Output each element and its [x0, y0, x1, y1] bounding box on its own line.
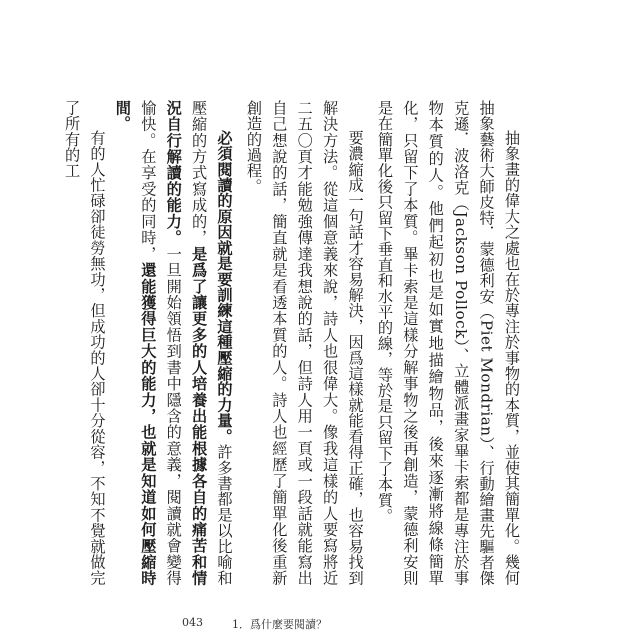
paragraph-1 [372, 100, 524, 586]
paragraph-1-segment-2: Piet Mondrian [477, 319, 496, 437]
paragraph-3-segment-2: 許多書都是以比喻和壓縮的方式寫成的， [190, 100, 234, 586]
paragraph-2 [241, 100, 368, 586]
paragraph-3-segment-5: 還能獲得巨大的能力，也就是知道如何壓縮時間。 [113, 100, 158, 587]
paragraph-1-segment-1: 抽象畫的偉大之處也在於專注於事物的本質，並使其簡單化。幾何抽象藝術大師皮特．蒙德利安（ [477, 100, 521, 586]
running-head: 1．爲什麼要閱讀？ [232, 618, 327, 631]
paragraph-1-segment-3: ）、行動繪畫先驅者傑克遜．波洛克（ [452, 100, 496, 586]
paragraph-4 [59, 100, 110, 586]
vertical-text-block [59, 100, 528, 586]
paragraph-3-segment-3: 是爲了讓更多的人培養出能根據各自的痛苦和情況自行解讀的能力。 [164, 100, 209, 586]
paragraph-2-segment-1: 要濃縮成一句話才容易解決，因爲這樣就能看得正確，也容易找到解決方法。從這個意義來說，詩人也很偉大。像我這樣的人要寫將近二五〇頁才能勉強傳達我想說的話，但詩人用一頁或一段話就能寫出自己想說的話，簡直就是看透本質的人。詩人也經歷了簡單化後重新創造的過程。 [244, 100, 365, 586]
paragraph-3-segment-4: 一旦開始領悟到書中隱含的意義，閱讀就會變得愉快。在享受的同時， [139, 100, 183, 586]
paragraph-4-segment-1: 有的人忙碌卻徒勞無功，但成功的人卻十分從容，不知不覺就做完了所有的工 [63, 100, 107, 586]
paragraph-3-segment-1: 必須閱讀的原因就是要訓練這種壓縮的力量。 [215, 130, 234, 445]
page-number: 043 [182, 616, 203, 629]
paragraph-1-segment-4: Jackson Pollock [452, 211, 471, 339]
paragraph-3 [110, 100, 237, 586]
paragraph-1-segment-5: ）、立體派畫家畢卡索都是專注於事物本質的人。他們起初也是如實地描繪物品，後來逐漸將線條簡單化，只留下了本質。畢卡索是這樣分解事物之後再創造，蒙德利安則是在簡單化後只留下垂直和水平的線，等於是只留下了本質。 [375, 100, 471, 586]
